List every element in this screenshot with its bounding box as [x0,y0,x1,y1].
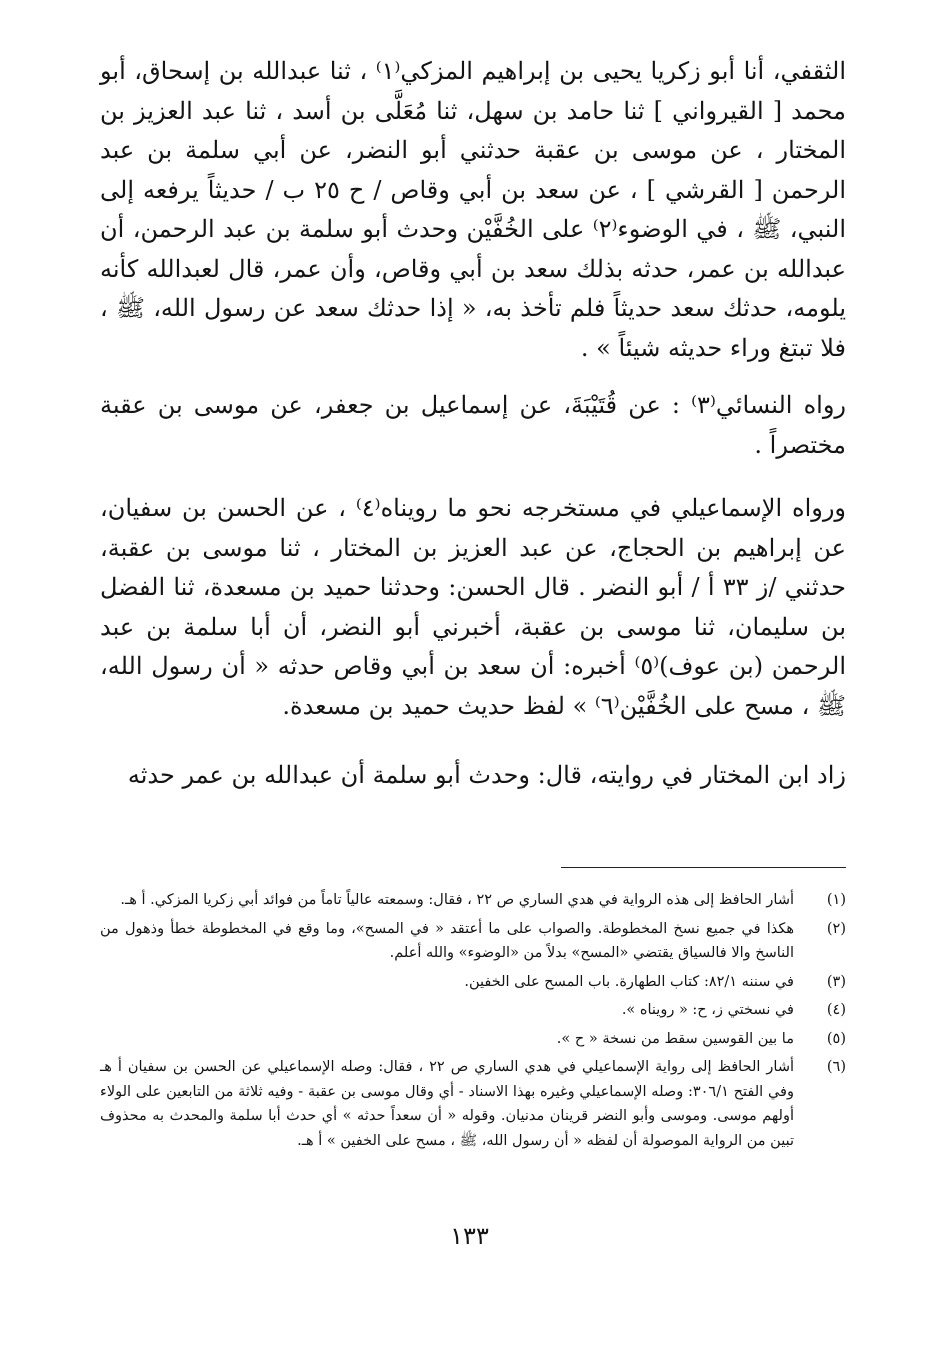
paragraph-2: رواه النسائي⁽٣⁾ : عن قُتَيْبَةَ، عن إسماعيل بن جعفر، عن موسى بن عقبة مختصراً . [100,391,847,459]
paragraph-3: ورواه الإسماعيلي في مستخرجه نحو ما رويناه⁽٤⁾ ، عن الحسن بن سفيان، عن إبراهيم بن الحجاج، عن عبد العزيز بن المختار ، ثنا موسى بن عقبة، حدثني /ز ٣٣ أ / أبو النضر . قال الحسن: وحدثنا حميد بن مسعدة، ثنا الفضل بن سليمان، ثنا موسى بن عقبة، أخبرني أبو النضر، أن أبا سلمة بن عبد الرحمن (بن عوف)⁽٥⁾ أخبره: أن سعد بن أبي وقاص حدثه « أن رسول الله، ﷺ ، مسح على الخُفَّيْن⁽٦⁾ » لفظ حديث حميد بن مسعدة. [100,494,847,720]
footnote-5 [100,1027,846,1052]
footnote-number: (٣) [826,973,846,990]
footnote-text: أشار الحافظ إلى رواية الإسماعيلي في هدي الساري ص ٢٢ ، فقال: وصله الإسماعيلي عن الحسن بن سفيان أ هـ وفي الفتح ٣٠٦/١: وصله الإسماعيلي وغيره بهذا الاسناد - أي وقال موسى بن عقبة - وفيه ثلاثة من التابعين على الولاء أولهم موسى. وموسى وأبو النضر قرينان مدنيان. وقوله « أن سعداً حدثه » أي حدث أبا سلمة والمحدث به محذوف تبين من الرواية الموصولة أن لفظه « أن رسول الله، ﷺ ، مسح على الخفين » أ هـ. [100,1059,794,1149]
footnote-number: (٤) [826,1002,846,1018]
footnote-number: (١) [826,892,846,908]
footnote-text: ما بين القوسين سقط من نسخة « ح ». [556,1030,794,1047]
footnote-text: أشار الحافظ إلى هذه الرواية في هدي الساري ص ٢٢ ، فقال: وسمعته عالياً تاماً من فوائد أبي زكريا المزكي. أ هـ. [120,892,794,908]
footnote-divider [561,867,846,868]
page-number: ١٣٣ [450,1222,489,1250]
footnote-4 [100,998,846,1023]
footnote-3 [100,970,846,995]
footnote-number: (٥) [826,1030,846,1047]
footnotes [100,888,846,1157]
main-text [100,50,846,796]
footnote-number: (٦) [826,1059,846,1075]
footnote-text: هكذا في جميع نسخ المخطوطة. والصواب على ما أعتقد « في المسح»، وما وقع في المخطوطة خطأ وذهول من الناسخ والا فالسياق يقتضي «المسح» بدلاً من «الوضوء» والله أعلم. [100,920,794,961]
paragraph-4: زاد ابن المختار في روايته، قال: وحدث أبو سلمة أن عبدالله بن عمر حدثه [127,761,846,789]
footnote-6 [100,1055,846,1153]
footnote-number: (٢) [826,920,846,937]
paragraph-1: الثقفي، أنا أبو زكريا يحيى بن إبراهيم المزكي⁽١⁾ ، ثنا عبدالله بن إسحاق، أبو محمد [ القيرواني ] ثنا حامد بن سهل، ثنا مُعَلَّى بن أسد ، ثنا عبد العزيز بن المختار ، عن موسى بن عقبة حدثني أبو النضر، عن أبي سلمة بن عبد الرحمن [ القرشي ] ، عن سعد بن أبي وقاص / ح ٢٥ ب / حديثاً يرفعه إلى النبي، ﷺ ، في الوضوء⁽٢⁾ على الخُفَّيْن وحدث أبو سلمة بن عبد الرحمن، أن عبدالله بن عمر، حدثه بذلك سعد بن أبي وقاص، وأن عمر، قال لعبدالله كأنه يلومه، حدثك سعد حديثاً فلم تأخذ به، « إذا حدثك سعد عن رسول الله، ﷺ ، فلا تبتغ وراء حديثه شيئاً » . [100,57,847,362]
footnote-1 [100,888,846,913]
footnote-text: في سننه ٨٢/١: كتاب الطهارة. باب المسح على الخفين. [464,973,794,990]
footnote-2 [100,917,846,966]
footnote-text: في نسختي ز، ح: « رويناه ». [621,1002,794,1018]
